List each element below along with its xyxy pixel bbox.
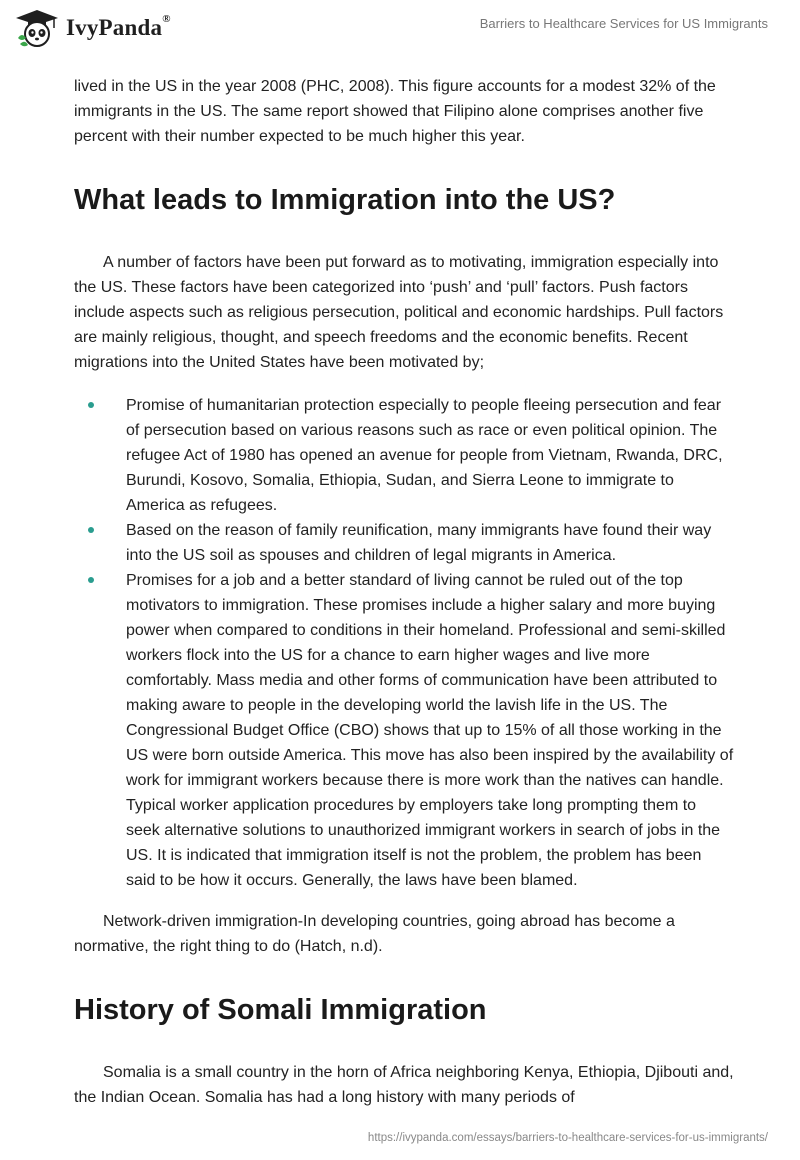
source-url-link[interactable]: https://ivypanda.com/essays/barriers-to-healthcare-services-for-us-immigrants/ [367, 1132, 768, 1144]
section-paragraph: Somalia is a small country in the horn of Africa neighboring Kenya, Ethiopia, Djibouti and, the Indian Ocean. Somalia has had a long history with many periods of [74, 1064, 734, 1106]
list-item-text: Based on the reason of family reunification, many immigrants have found their way into the US soil as spouses and children of legal migrants in America. [126, 522, 712, 564]
closing-paragraph: Network-driven immigration-In developing countries, going abroad has become a normative, the right thing to do (Hatch, n.d). [74, 913, 675, 955]
bullet-dot-icon [88, 527, 94, 533]
section-paragraph: A number of factors have been put forward as to motivating, immigration especially into the US. These factors have been categorized into ‘push’ and ‘pull’ factors. Push factors include aspects such as religious persecution, political and economic hardships. Pull factors are mainly religious, thought, and speech freedoms and the economic benefits. Recent migrations into the United States have been motivated by; [74, 254, 724, 371]
section-heading-immigration-causes: What leads to Immigration into the US? [74, 184, 616, 216]
list-item-text: Promise of humanitarian protection especially to people fleeing persecution and fear of persecution based on various reasons such as race or even political opinion. The refugee Act of 1980 has opened an avenue for people from Vietnam, Rwanda, DRC, Burundi, Kosovo, Somalia, Ethiopia, Sudan, and Sierra Leone to immigrate to America as refugees. [126, 397, 723, 514]
logo-text: IvyPanda® [66, 13, 171, 40]
list-item [74, 393, 734, 518]
list-item [74, 518, 734, 568]
intro-paragraph: lived in the US in the year 2008 (PHC, 2008). This figure accounts for a modest 32% of the immigrants in the US. The same report showed that Filipino alone comprises another five percent with their number expected to be much higher this year. [74, 78, 716, 145]
bullet-list [74, 393, 734, 893]
bullet-dot-icon [88, 577, 94, 583]
panda-logo-icon [14, 8, 60, 48]
essay-content [74, 74, 734, 1110]
document-title: Barriers to Healthcare Services for US Immigrants [479, 16, 768, 31]
section-heading-somali-history: History of Somali Immigration [74, 994, 487, 1026]
logo[interactable] [14, 8, 171, 48]
bullet-dot-icon [88, 402, 94, 408]
list-item [74, 568, 734, 893]
list-item-text: Promises for a job and a better standard of living cannot be ruled out of the top motivators to immigration. These promises include a higher salary and more buying power when compared to conditions in their homeland. Professional and semi-skilled workers flock into the US for a chance to earn higher wages and live more comfortably. Mass media and other forms of communication have been attributed to making aware to people in the developing world the lavish life in the US. The Congressional Budget Office (CBO) shows that up to 15% of all those working in the US were born outside America. This move has also been inspired by the availability of work for immigrant workers because there is more work than the natives can handle. Typical worker application procedures by employers take long prompting them to seek alternative solutions to unauthorized immigrant workers in search of jobs in the US. It is indicated that immigration itself is not the problem, the problem has been said to be how it occurs. Generally, the laws have been blamed. [126, 572, 734, 889]
